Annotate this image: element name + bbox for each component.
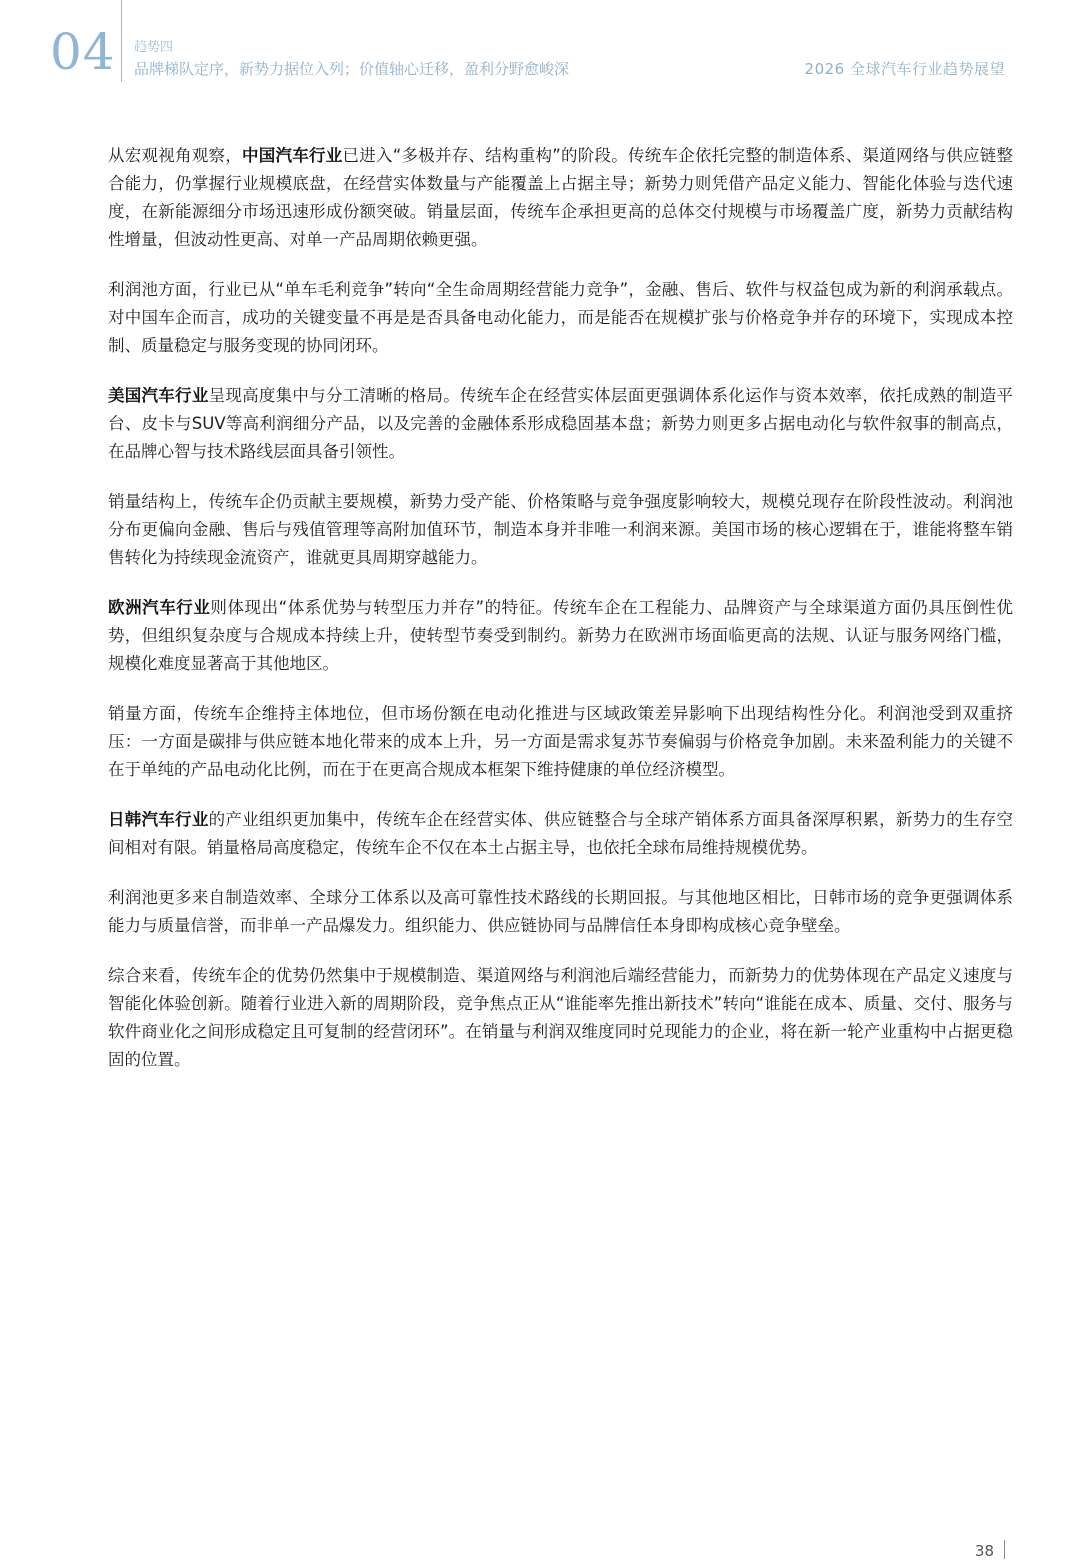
paragraph-6: 销量方面，传统车企维持主体地位，但市场份额在电动化推进与区域政策差异影响下出现结构性分化。利润池受到双重挤压：一方面是碳排与供应链本地化带来的成本上升，另一方面是需求复苏节奏偏弱与价格竞争加剧。未来盈利能力的关键不在于单纯的产品电动化比例，而在于在更高合规成本框架下维持健康的单位经济模型。 bbox=[108, 704, 1013, 779]
body-text bbox=[108, 142, 1013, 1096]
paragraph-9: 综合来看，传统车企的优势仍然集中于规模制造、渠道网络与利润池后端经营能力，而新势力的优势体现在产品定义速度与智能化体验创新。随着行业进入新的周期阶段，竞争焦点正从“谁能率先推出新技术”转向“谁能在成本、质量、交付、服务与软件商业化之间形成稳定且可复制的经营闭环”。在销量与利润双维度同时兑现能力的企业，将在新一轮产业重构中占据更稳固的位置。 bbox=[108, 966, 1013, 1069]
bold-term-usa: 美国汽车行业 bbox=[108, 386, 209, 405]
bold-term-japan-korea: 日韩汽车行业 bbox=[108, 810, 209, 829]
page-number: 38 bbox=[974, 1542, 994, 1560]
section-title: 品牌梯队定序，新势力据位入列；价值轴心迁移，盈利分野愈峻深 bbox=[134, 60, 570, 78]
section-number: 04 bbox=[50, 23, 116, 81]
header-divider bbox=[121, 0, 122, 82]
paragraph-1: 从宏观视角观察，中国汽车行业已进入“多极并存、结构重构”的阶段。传统车企依托完整的制造体系、渠道网络与供应链整合能力，仍掌握行业规模底盘，在经营实体数量与产能覆盖上占据主导；新势力则凭借产品定义能力、智能化体验与迭代速度，在新能源细分市场迅速形成份额突破。销量层面，传统车企承担更高的总体交付规模与市场覆盖广度，新势力贡献结构性增量，但波动性更高、对单一产品周期依赖更强。 bbox=[108, 146, 1013, 249]
paragraph-2: 利润池方面，行业已从“单车毛利竞争”转向“全生命周期经营能力竞争”，金融、售后、软件与权益包成为新的利润承载点。对中国车企而言，成功的关键变量不再是是否具备电动化能力，而是能否在规模扩张与价格竞争并存的环境下，实现成本控制、质量稳定与服务变现的协同闭环。 bbox=[108, 280, 1013, 355]
bold-term-china: 中国汽车行业 bbox=[241, 146, 343, 165]
paragraph-8: 利润池更多来自制造效率、全球分工体系以及高可靠性技术路线的长期回报。与其他地区相比，日韩市场的竞争更强调体系能力与质量信誉，而非单一产品爆发力。组织能力、供应链协同与品牌信任本身即构成核心竞争壁垒。 bbox=[108, 888, 1013, 935]
paragraph-4: 销量结构上，传统车企仍贡献主要规模，新势力受产能、价格策略与竞争强度影响较大，规模兑现存在阶段性波动。利润池分布更偏向金融、售后与残值管理等高附加值环节，制造本身并非唯一利润来源。美国市场的核心逻辑在于，谁能将整车销售转化为持续现金流资产，谁就更具周期穿越能力。 bbox=[108, 492, 1013, 567]
paragraph-3: 美国汽车行业呈现高度集中与分工清晰的格局。传统车企在经营实体层面更强调体系化运作与资本效率，依托成熟的制造平台、皮卡与SUV等高利润细分产品，以及完善的金融体系形成稳固基本盘；新势力则更多占据电动化与软件叙事的制高点，在品牌心智与技术路线层面具备引领性。 bbox=[108, 386, 1014, 461]
section-label: 趋势四 bbox=[134, 40, 174, 55]
footer-divider bbox=[1004, 1540, 1005, 1559]
paragraph-7: 日韩汽车行业的产业组织更加集中，传统车企在经营实体、供应链整合与全球产销体系方面具备深厚积累，新势力的生存空间相对有限。销量格局高度稳定，传统车企不仅在本土占据主导，也依托全球布局维持规模优势。 bbox=[108, 810, 1014, 857]
page-header bbox=[0, 0, 1080, 90]
report-title: 2026 全球汽车行业趋势展望 bbox=[804, 60, 1005, 78]
paragraph-5: 欧洲汽车行业则体现出“体系优势与转型压力并存”的特征。传统车企在工程能力、品牌资产与全球渠道方面仍具压倒性优势，但组织复杂度与合规成本持续上升，使转型节奏受到制约。新势力在欧洲市场面临更高的法规、认证与服务网络门槛，规模化难度显著高于其他地区。 bbox=[108, 598, 1013, 673]
bold-term-europe: 欧洲汽车行业 bbox=[108, 598, 211, 617]
